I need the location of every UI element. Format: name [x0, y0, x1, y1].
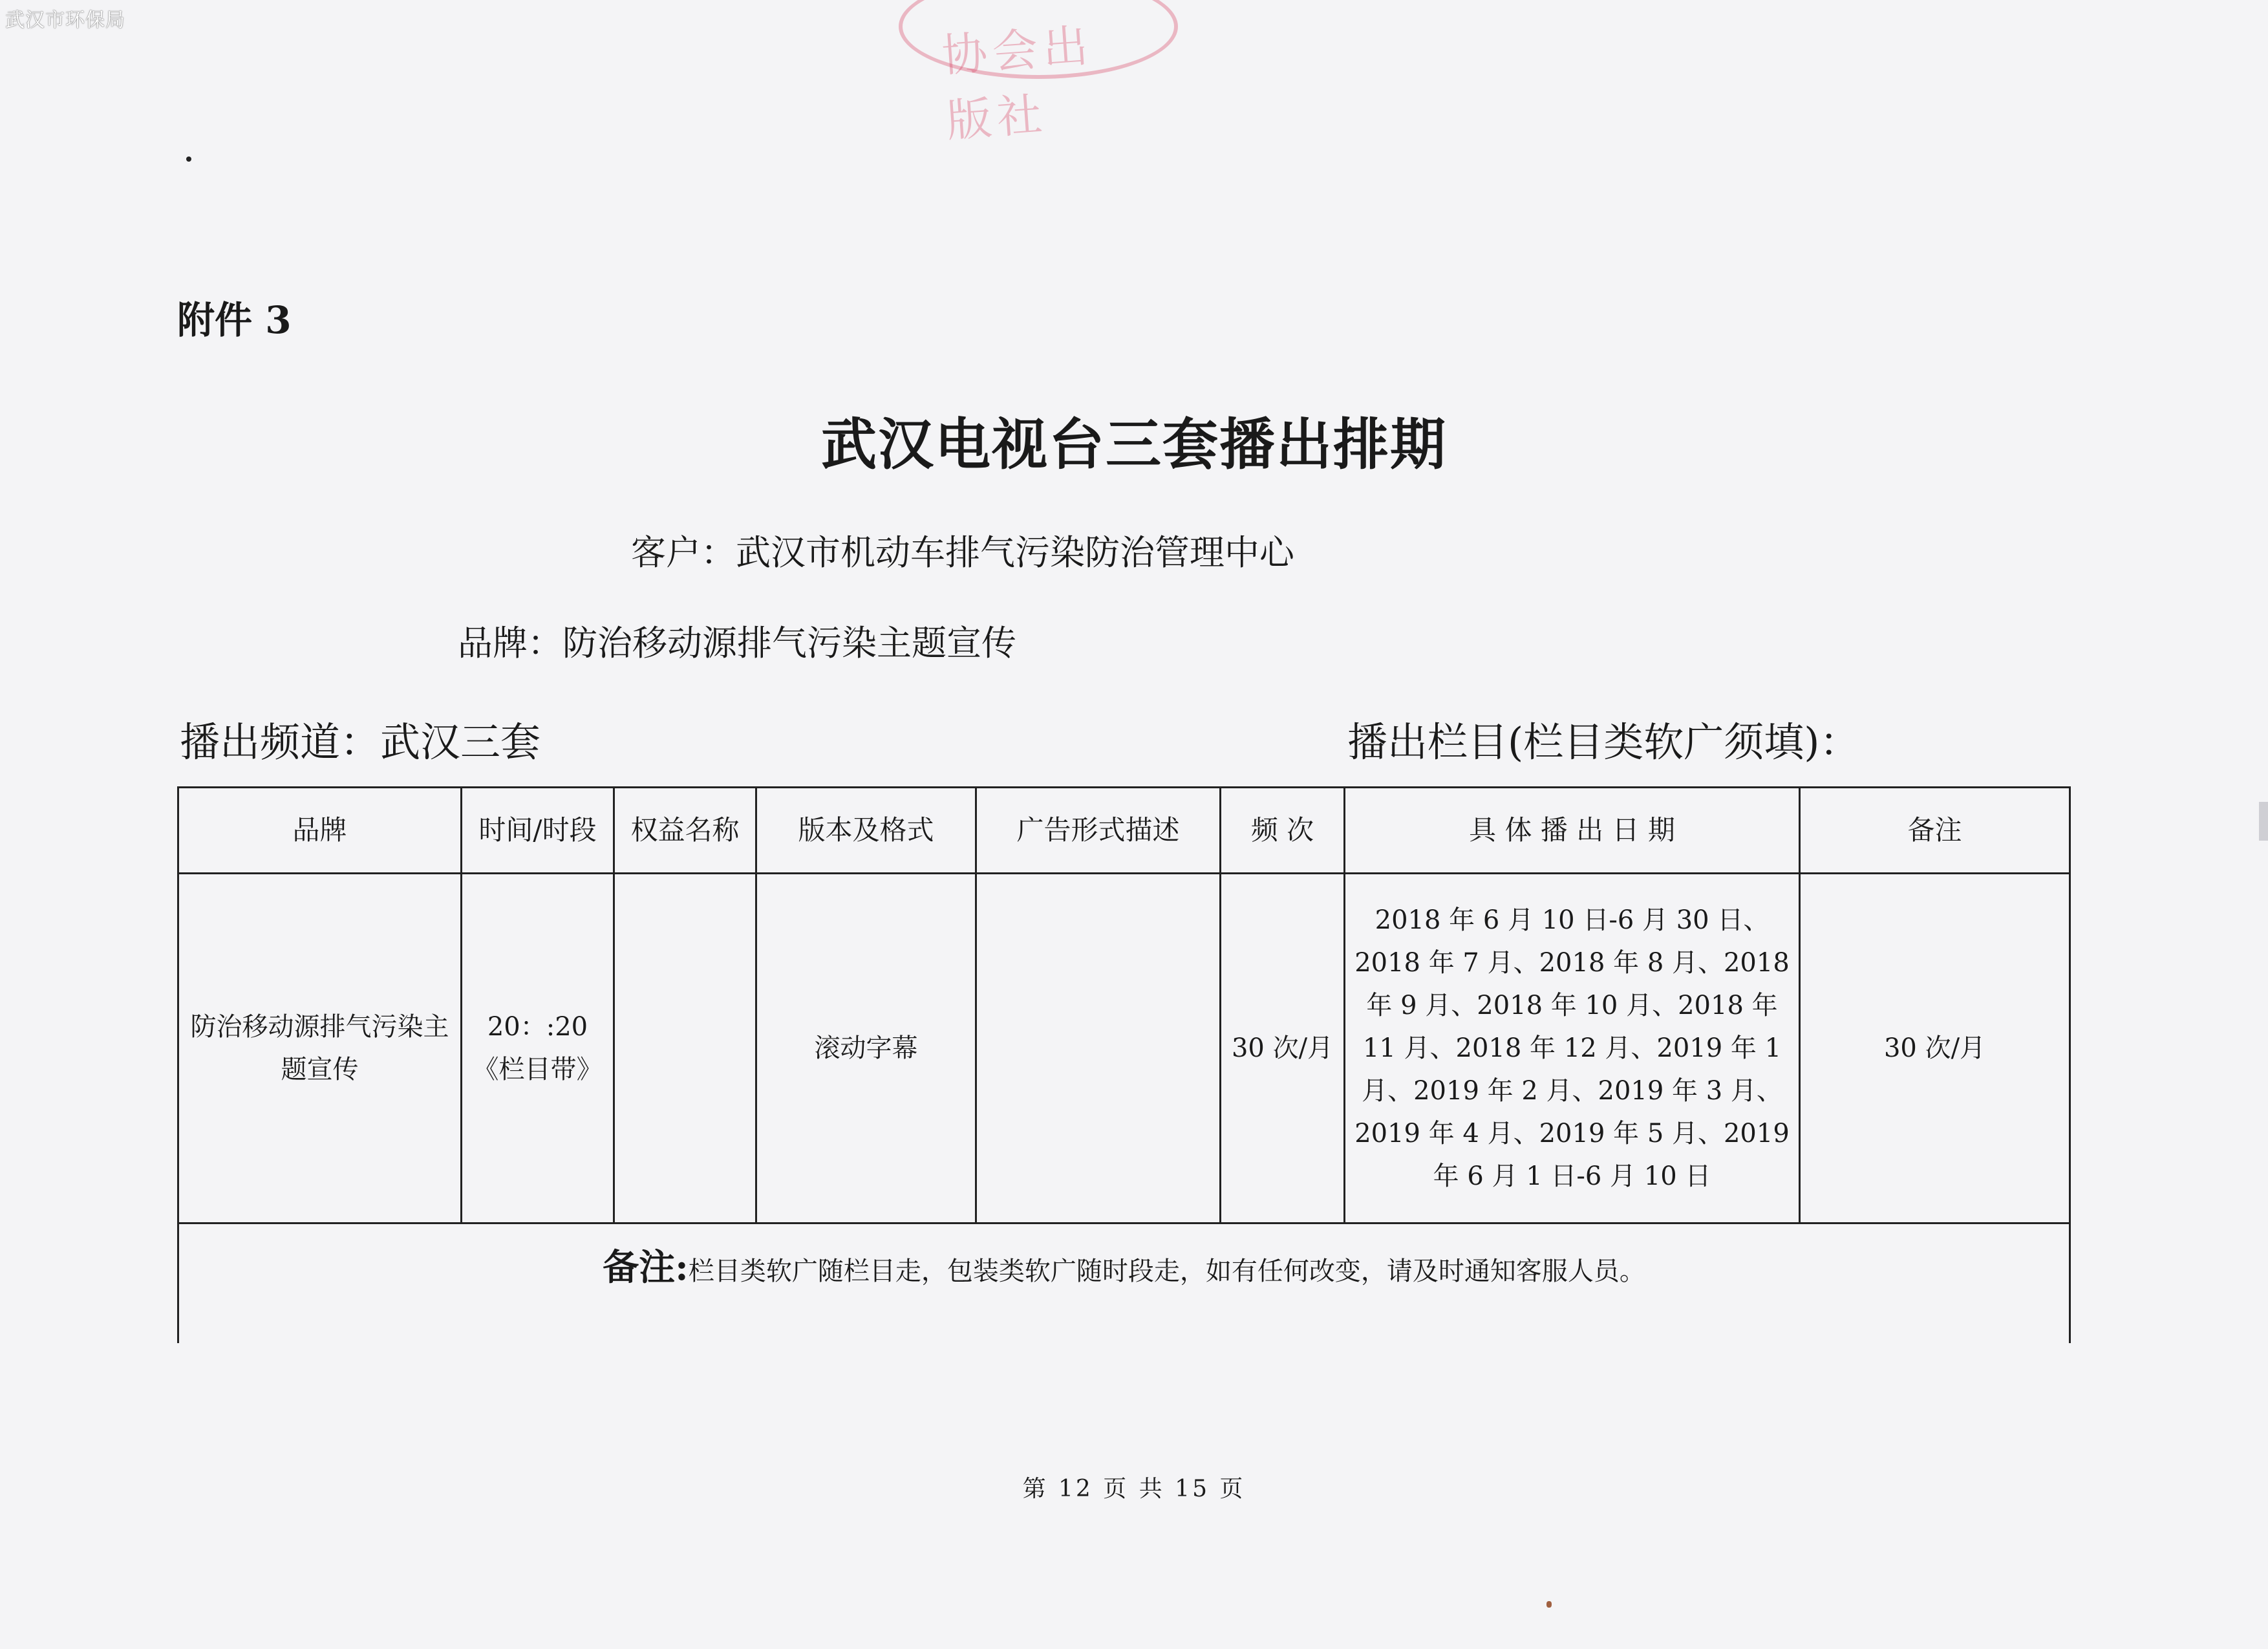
- page-title: 武汉电视台三套播出排期: [821, 412, 1447, 477]
- header-form: 广告形式描述: [976, 788, 1221, 874]
- red-seal-stamp-text: 协会出版社: [940, 19, 1095, 148]
- note-cell: [178, 1223, 2070, 1344]
- header-dates: 具 体 播 出 日 期: [1345, 788, 1800, 874]
- page-footer: 第 12 页 共 15 页: [1022, 1476, 1246, 1502]
- note-row: [178, 1223, 2070, 1344]
- header-brand: 品牌: [178, 788, 462, 874]
- note-text: 栏目类软广随栏目走，包装类软广随时段走，如有任何改变，请及时通知客服人员。: [688, 1256, 1645, 1286]
- schedule-table: [177, 786, 2071, 1343]
- header-version: 版本及格式: [756, 788, 976, 874]
- cell-remark: 30 次/月: [1800, 874, 2070, 1223]
- cell-rights: [614, 874, 756, 1223]
- client-line: 客户：武汉市机动车排气污染防治管理中心: [631, 532, 1294, 573]
- cell-brand: 防治移动源排气污染主题宣传: [178, 874, 462, 1223]
- channel-line: 播出频道：武汉三套: [180, 718, 541, 766]
- header-rights: 权益名称: [614, 788, 756, 874]
- cell-time: 20：:20《栏目带》: [462, 874, 614, 1223]
- cell-form: [976, 874, 1221, 1223]
- brand-line: 品牌：防治移动源排气污染主题宣传: [458, 623, 1016, 663]
- watermark-text: 武汉市环保局: [5, 9, 125, 32]
- cell-frequency: 30 次/月: [1221, 874, 1345, 1223]
- cell-version: 滚动字幕: [756, 874, 976, 1223]
- program-line: 播出栏目(栏目类软广须填)：: [1347, 718, 1860, 766]
- note-label: 备注:: [603, 1246, 689, 1289]
- table-header-row: [178, 788, 2070, 874]
- header-time: 时间/时段: [462, 788, 614, 874]
- table-row: [178, 874, 2070, 1223]
- header-frequency: 频 次: [1221, 788, 1345, 874]
- scan-speck: [1546, 1601, 1552, 1608]
- ink-dot: [186, 156, 191, 162]
- scan-edge: [2259, 802, 2268, 841]
- attachment-label: 附件 3: [177, 298, 292, 342]
- cell-dates: 2018 年 6 月 10 日-6 月 30 日、2018 年 7 月、2018 年 8 月、2018 年 9 月、2018 年 10 月、2018 年 11 月、2018 年 12 月、2019 年 1 月、2019 年 2 月、2019 年 3 月、2019 年 4 月、2019 年 5 月、2019 年 6 月 1 日-6 月 10 日: [1345, 874, 1800, 1223]
- header-remark: 备注: [1800, 788, 2070, 874]
